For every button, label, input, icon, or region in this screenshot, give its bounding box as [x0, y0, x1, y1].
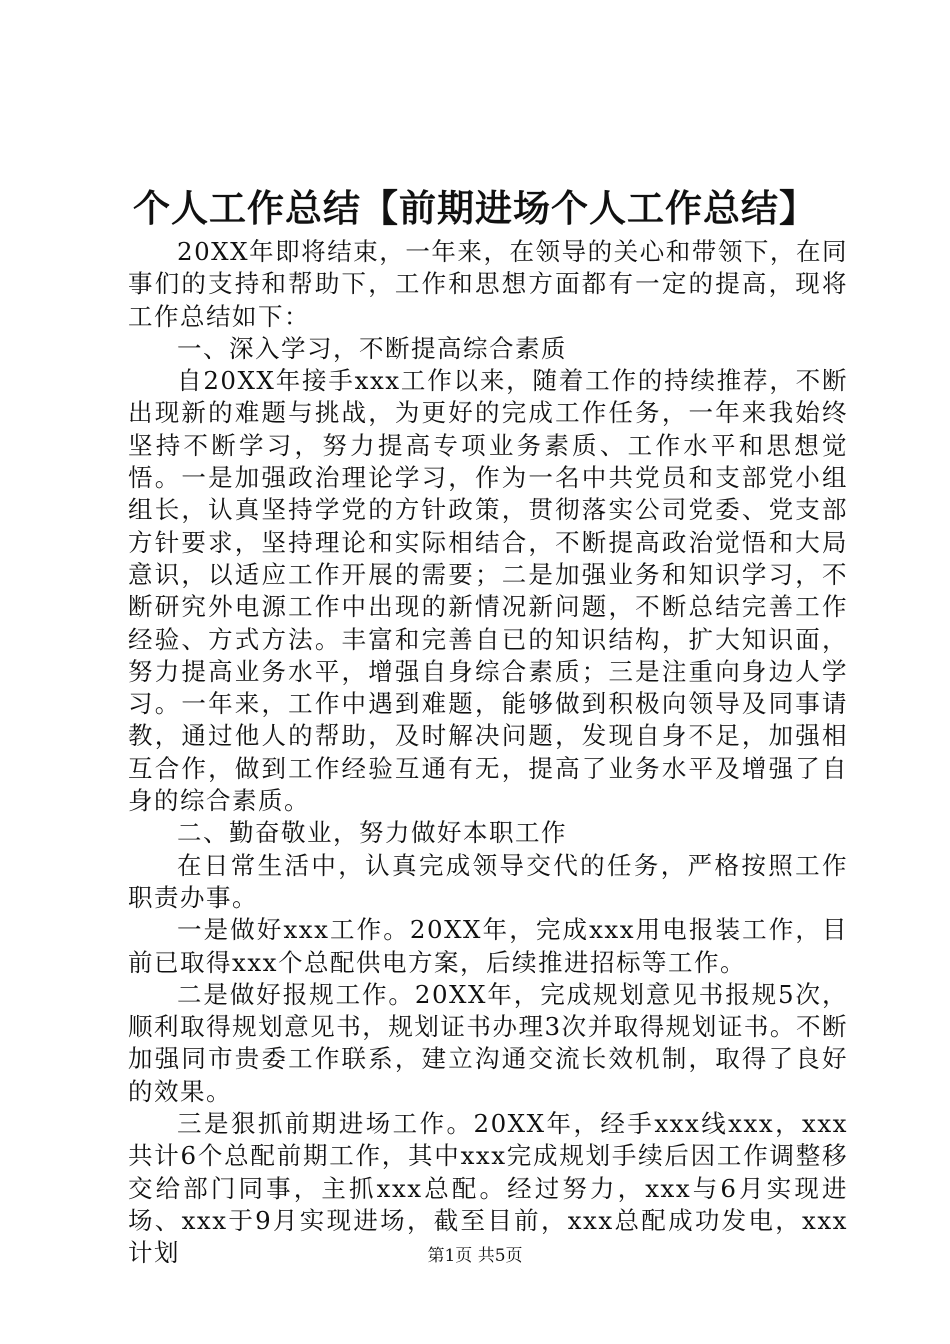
document-title: 个人工作总结【前期进场个人工作总结】: [133, 186, 817, 230]
paragraph-item-2: 二是做好报规工作。20XX年，完成规划意见书报规5次，顺利取得规划意见书，规划证书办理3次并取得规划证书。不断加强同市贵委工作联系，建立沟通交流长效机制，取得了良好的效果。: [128, 979, 848, 1106]
paragraph-intro: 20XX年即将结束，一年来，在领导的关心和带领下，在同事们的支持和帮助下，工作和思想方面都有一定的提高，现将工作总结如下：: [128, 237, 848, 331]
paragraph-study: 自20XX年接手xxx工作以来，随着工作的持续推荐，不断出现新的难题与挑战，为更好的完成工作任务，一年来我始终坚持不断学习，努力提高专项业务素质、工作水平和思想觉悟。一是加强政治理论学习，作为一名中共党员和支部党小组组长，认真坚持学党的方针政策，贯彻落实公司党委、党支部方针要求，坚持理论和实际相结合，不断提高政治觉悟和大局意识，以适应工作开展的需要；二是加强业务和知识学习，不断研究外电源工作中出现的新情况新问题，不断总结完善工作经验、方式方法。丰富和完善自已的知识结构，扩大知识面，努力提高业务水平，增强自身综合素质；三是注重向身边人学习。一年来，工作中遇到难题，能够做到积极向领导及同事请教，通过他人的帮助，及时解决问题，发现自身不足，加强相互合作，做到工作经验互通有无，提高了业务水平及增强了自身的综合素质。: [128, 366, 848, 816]
page-number-footer: 第1页 共5页: [427, 1246, 523, 1266]
paragraph-item-3: 三是狠抓前期进场工作。20XX年，经手xxx线xxx，xxx共计6个总配前期工作，其中xxx完成规划手续后因工作调整移交给部门同事，主抓xxx总配。经过努力，xxx与6月实现进场、xxx于9月实现进场，截至目前，xxx总配成功发电，xxx计划: [128, 1109, 848, 1268]
section-heading-2: 二、勤奋敬业，努力做好本职工作: [177, 818, 567, 848]
section-heading-1: 一、深入学习，不断提高综合素质: [177, 333, 567, 363]
paragraph-daily-work: 在日常生活中，认真完成领导交代的任务，严格按照工作职责办事。: [128, 850, 848, 912]
document-body: [128, 236, 848, 1270]
paragraph-item-1: 一是做好xxx工作。20XX年，完成xxx用电报装工作，目前已取得xxx个总配供电方案，后续推进招标等工作。: [128, 915, 848, 977]
